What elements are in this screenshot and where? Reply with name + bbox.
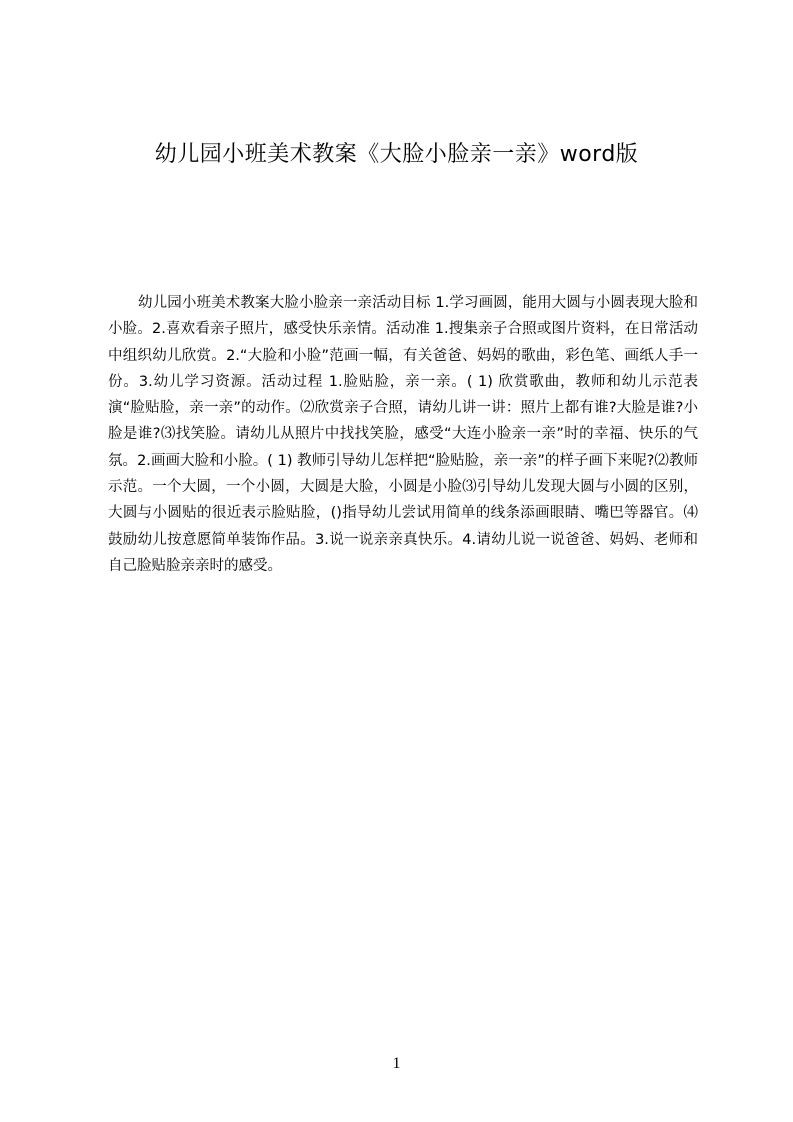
document-body-paragraph: 幼儿园小班美术教案大脸小脸亲一亲活动目标 1.学习画圆，能用大圆与小圆表现大脸和小脸。2.喜欢看亲子照片，感受快乐亲情。活动准 1.搜集亲子合照或图片资料，在日常活动中组织幼儿欣赏。2.“大脸和小脸”范画一幅，有关爸爸、妈妈的歌曲，彩色笔、画纸人手一份。3.幼儿学习资源。活动过程 1.脸贴脸，亲一亲。( 1) 欣赏歌曲，教师和幼儿示范表演“脸贴脸，亲一亲”的动作。⑵欣赏亲子合照，请幼儿讲一讲：照片上都有谁?大脸是谁?小脸是谁?⑶找笑脸。请幼儿从照片中找找笑脸，感受“大连小脸亲一亲”时的幸福、快乐的气氛。2.画画大脸和小脸。( 1) 教师引导幼儿怎样把“脸贴脸，亲一亲”的样子画下来呢?⑵教师示范。一个大圆，一个小圆，大圆是大脸，小圆是小脸⑶引导幼儿发现大圆与小圆的区别，大圆与小圆贴的很近表示脸贴脸，()指导幼儿尝试用简单的线条添画眼睛、嘴巴等器官。⑷鼓励幼儿按意愿简单装饰作品。3.说一说亲亲真快乐。4.请幼儿说一说爸爸、妈妈、老师和自己脸贴脸亲亲时的感受。 xyxy=(108,295,698,574)
document-title: 幼儿园小班美术教案《大脸小脸亲一亲》word版 xyxy=(154,142,639,167)
page-number: 1 xyxy=(392,1055,401,1072)
